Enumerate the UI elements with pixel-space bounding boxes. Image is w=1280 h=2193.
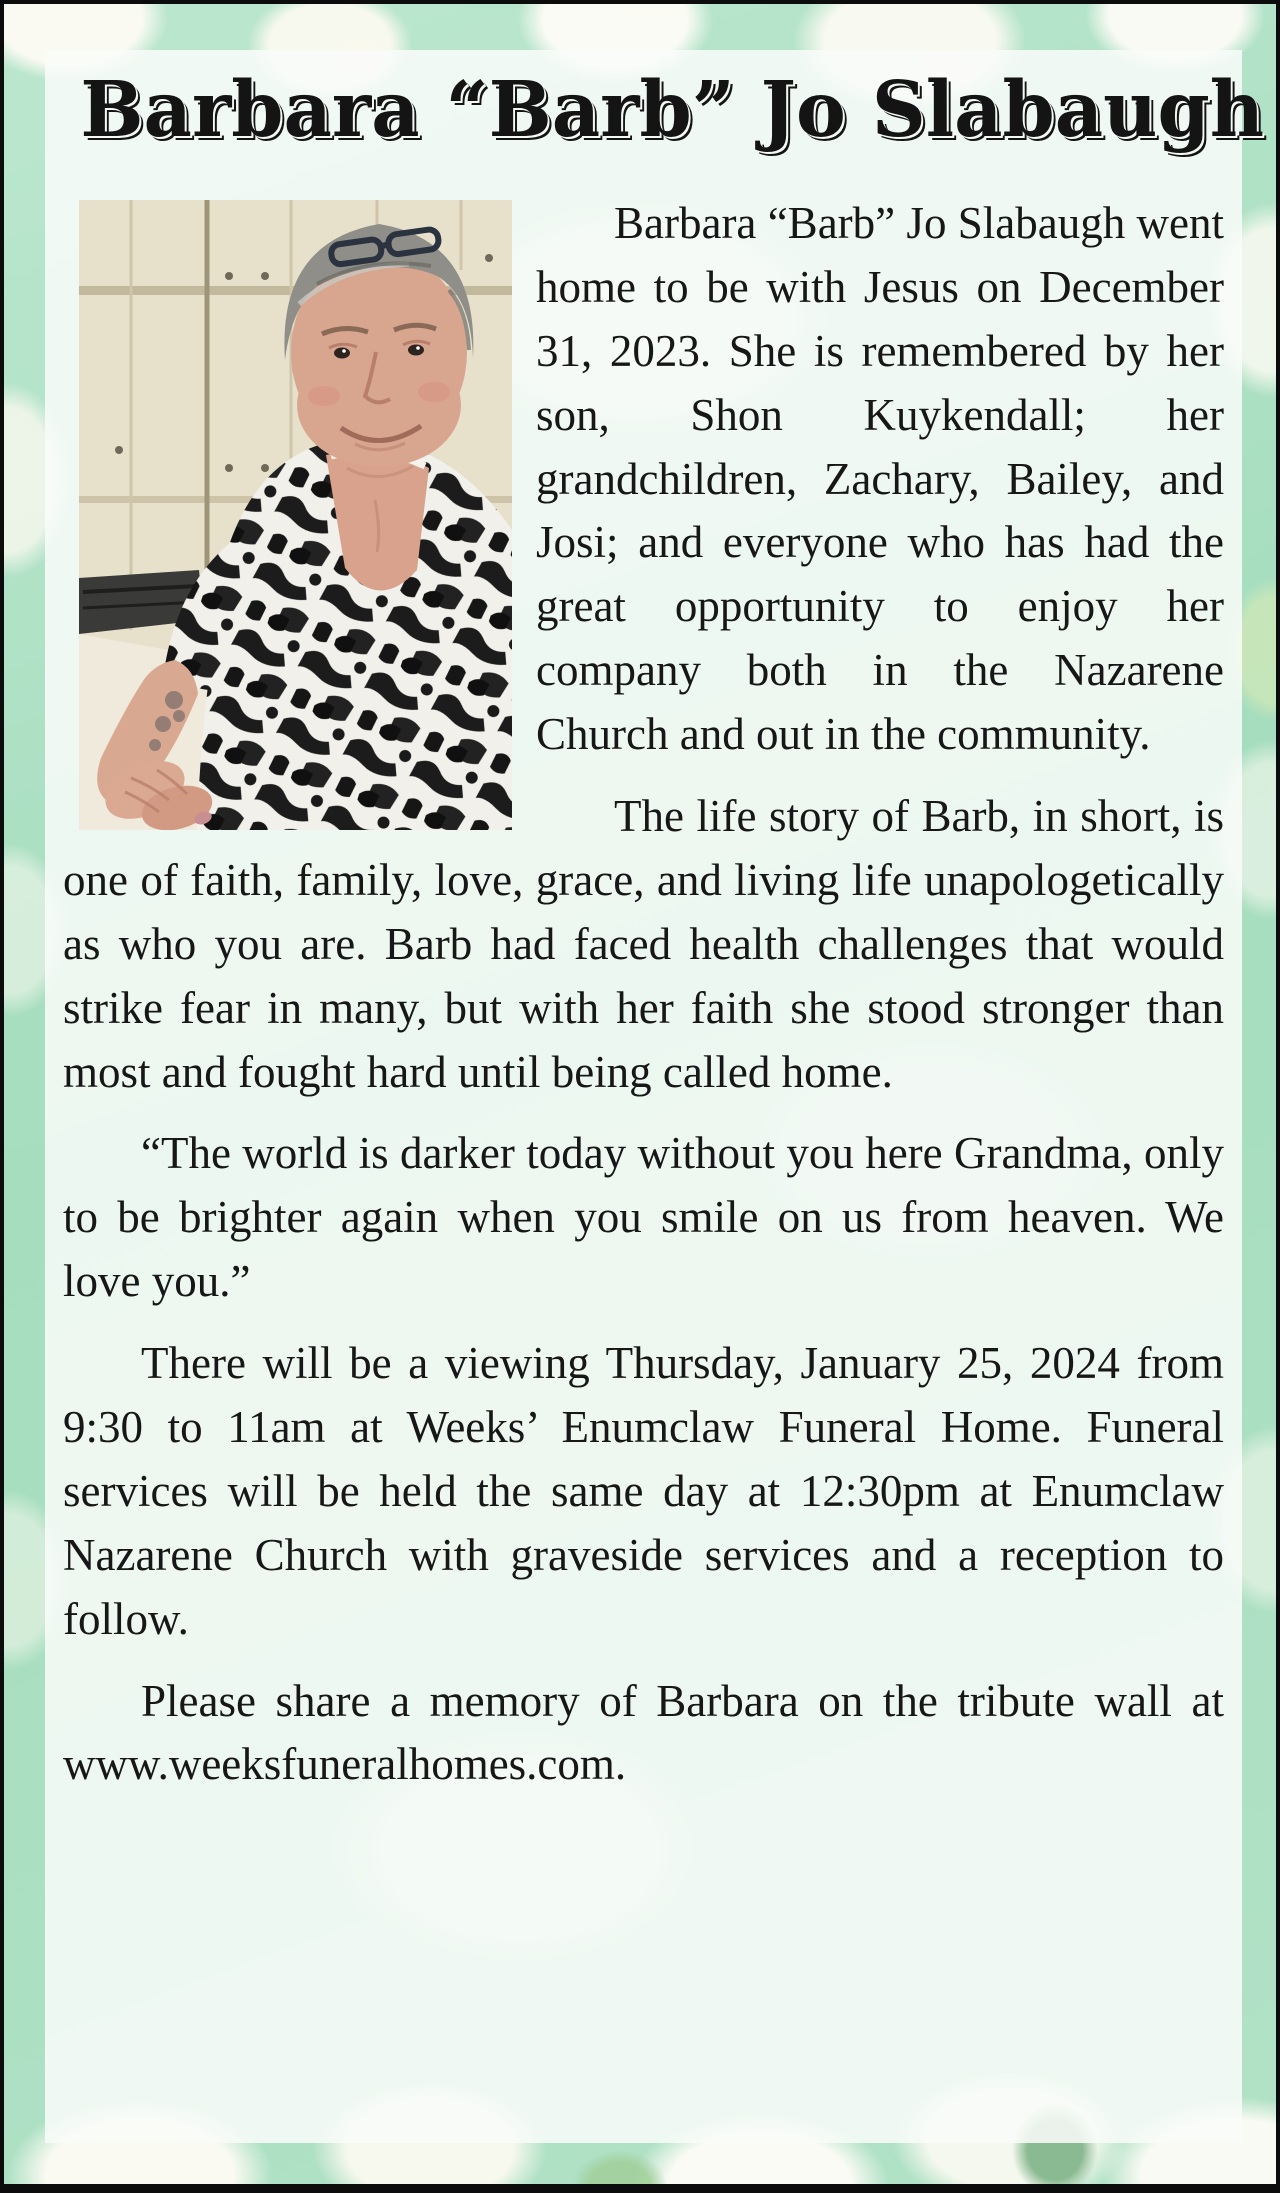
obituary-paragraph-5 [63,1670,1224,1798]
obituary-paragraph-3: “The world is darker today without you here Grandma, only to be brighter again when you smile on us from heaven. We love you.” [63,1128,1224,1307]
portrait-photo [79,200,512,830]
closing-text: Please share a memory of Barbara on the tribute wall at [141,1675,1224,1726]
obituary-paragraph-1: Barbara “Barb” Jo Slabaugh went home to be with Jesus on December 31, 2023. She is remembered by her son, Shon Kuykendall; her grandchildren, Zachary, Bailey, and Josi; and everyone who has had the great opportunity to enjoy her company both in the Nazarene Church and out in the community. [536,197,1224,760]
obituary-card [45,50,1265,2143]
obituary-body [63,192,1224,1797]
obituary-paragraph-2: The life story of Barb, in short, is one of faith, family, love, grace, and living life unapologetically as who you are. Barb had faced health challenges that would strike fear in many, but with her faith she stood stronger than most and fought hard until being called home. [63,790,1224,1097]
page-title: Barbara “Barb” Jo Slabaugh [80,65,1265,155]
portrait-photo-image [79,200,512,830]
website-url: www.weeksfuneralhomes.com. [63,1739,627,1790]
obituary-paragraph-4: There will be a viewing Thursday, January 25, 2024 from 9:30 to 11am at Weeks’ Enumclaw Funeral Home. Funeral services will be held the same day at 12:30pm at Enumclaw Nazarene Church with graveside services and a reception to follow. [63,1338,1224,1644]
